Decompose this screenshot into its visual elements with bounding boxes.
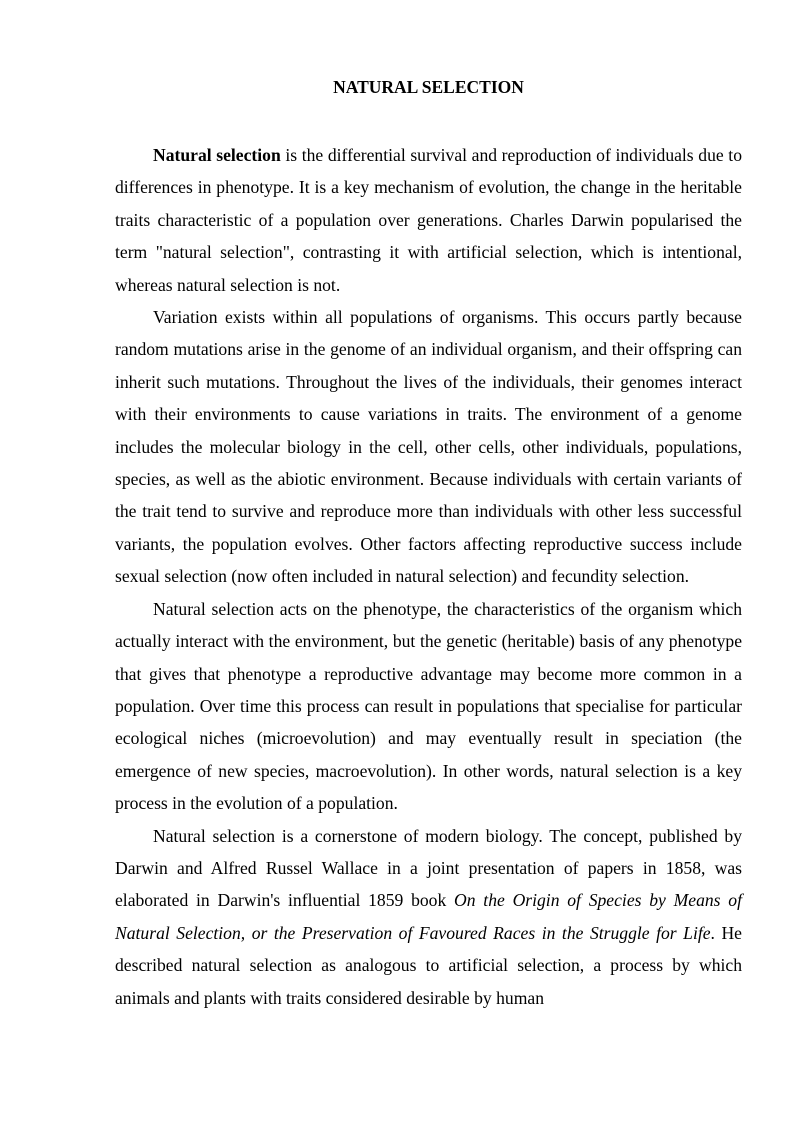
- book-title: On the Origin of Species by Means of Natural Selection, or the Preservation of Favoured Races in the Struggle for Life: [115, 890, 742, 943]
- bold-term: Natural selection: [153, 145, 281, 165]
- page-title: NATURAL SELECTION: [333, 77, 524, 97]
- paragraph-2: Variation exists within all populations of organisms. This occurs partly because random mutations arise in the genome of an individual organism, and their offspring can inherit such mutations. Throughout the lives of the individuals, their genomes interact with their environments to cause variations in traits. The environment of a genome includes the molecular biology in the cell, other cells, other individuals, populations, species, as well as the abiotic environment. Because individuals with certain variants of the trait tend to survive and reproduce more than individuals with other less successful variants, the population evolves. Other factors affecting reproductive success include sexual selection (now often included in natural selection) and fecundity selection.: [115, 307, 742, 587]
- paragraph-4-text-after: . He described natural selection as analogous to artificial selection, a process by which animals and plants with traits considered desirable by human: [115, 922, 742, 1008]
- document-body: [115, 139, 742, 1014]
- paragraph-3: Natural selection acts on the phenotype, the characteristics of the organism which actually interact with the environment, but the genetic (heritable) basis of any phenotype that gives that phenotype a reproductive advantage may become more common in a population. Over time this process can result in populations that specialise for particular ecological niches (microevolution) and may eventually result in speciation (the emergence of new species, macroevolution). In other words, natural selection is a key process in the evolution of a population.: [115, 598, 742, 814]
- paragraph-4-text-before: Natural selection is a cornerstone of modern biology. The concept, published by Darwin and Alfred Russel Wallace in a joint presentation of papers in 1858, was elaborated in Darwin's influential 1859 book: [115, 825, 742, 911]
- paragraph-4: [115, 820, 742, 1014]
- paragraph-1: [115, 139, 742, 301]
- paragraph-1-text: is the differential survival and reproduction of individuals due to differences in phenotype. It is a key mechanism of evolution, the change in the heritable traits characteristic of a population over generations. Charles Darwin popularised the term "natural selection", contrasting it with artificial selection, which is intentional, whereas natural selection is not.: [115, 145, 742, 295]
